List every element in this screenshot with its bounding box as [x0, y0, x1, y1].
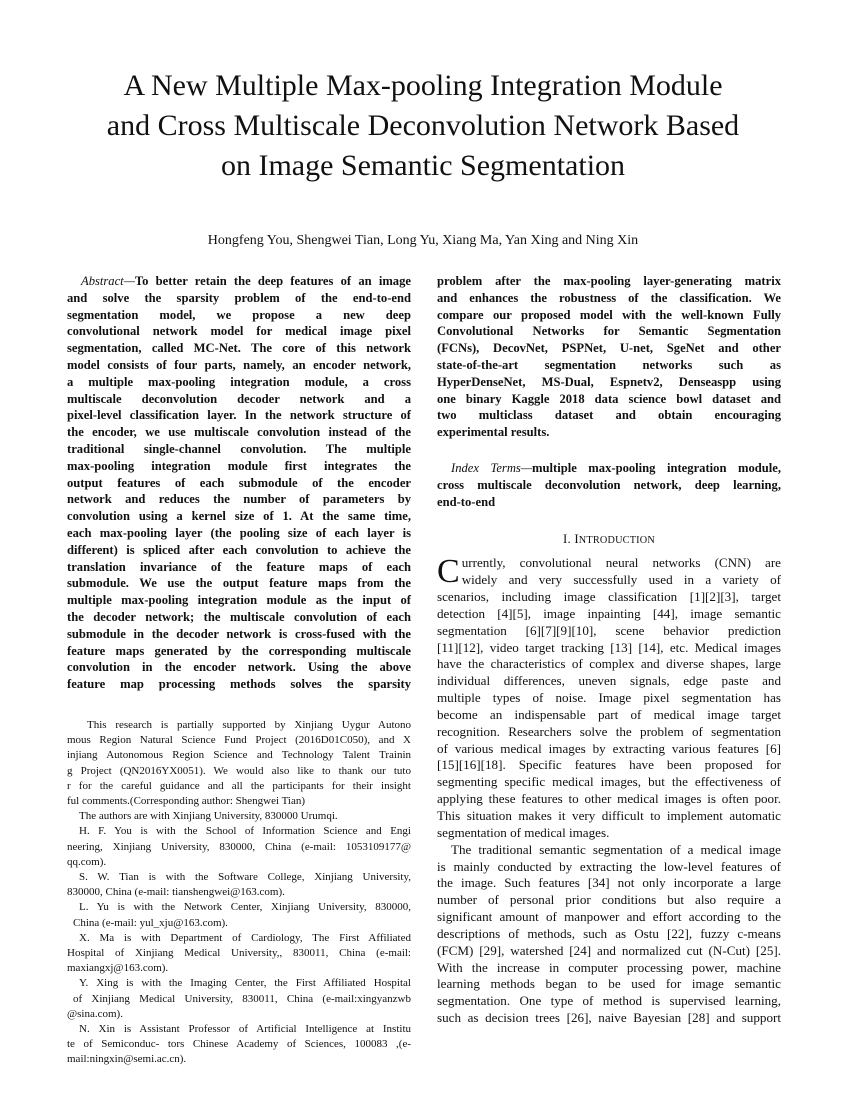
abstract-line: one binary Kaggle 2018 data science bowl dataset and: [437, 391, 781, 406]
footnote-line: mail:ningxin@semi.ac.cn).: [67, 1053, 187, 1066]
abstract-line: and solve the sparsity problem of the end-to-end: [67, 290, 411, 305]
footnote-line: China (e-mail: yul_xju@163.com).: [73, 916, 228, 929]
abstract-line: multiple max-pooling integration module as the input of: [67, 593, 411, 608]
intro-line: learning methods began to be used for image semantic: [437, 976, 781, 992]
abstract-line: different) is spliced after each convolution to achieve the: [67, 542, 411, 557]
intro-line: applying these features to other medical images is often poor.: [437, 791, 781, 807]
footnote-line: of Xinjiang Medical University, 830011, China (e-mail:xingyanzwb: [73, 992, 411, 1005]
intro-line: widely and very successfully used in a variety of: [461, 572, 781, 588]
abstract-line: pixel-level classification layer. In the network structure of: [67, 408, 411, 423]
footnote-line: te of Semiconduc- tors Chinese Academy of Sciences, 100083 ,(e-: [67, 1038, 411, 1051]
footnote-line: Y. Xing is with the Imaging Center, the First Affiliated Hospital: [79, 977, 411, 990]
intro-line: With the increase in computer processing power, machine: [437, 959, 781, 975]
footnote-line: This research is partially supported by Xinjiang Uygur Autono: [87, 719, 411, 731]
abstract-line: the encoder, we use multiscale convolution instead of the: [67, 425, 411, 440]
intro-line: multiple types of noise. Image pixel segmentation has: [437, 690, 781, 706]
section-heading-introduction: I. INTRODUCTION: [563, 532, 655, 547]
abstract-line: segmentation model, we propose a new deep: [67, 307, 411, 322]
footnote-line: g Project (QN2016YX0051). We would also like to thank our tuto: [67, 764, 411, 777]
abstract-label: Abstract: [81, 274, 124, 288]
abstract: [67, 273, 411, 693]
abstract-line: multiscale deconvolution decoder network and a: [67, 391, 411, 406]
intro-line: of various medical images by extracting various features [6]: [437, 740, 781, 756]
abstract-line: each max-pooling layer (the pooling size of each layer is: [67, 525, 411, 540]
abstract-line: compare our proposed model with the well-known Fully: [437, 307, 781, 322]
abstract-line: Convolutional Networks for Semantic Segmentation: [437, 324, 781, 339]
abstract-line: feature maps generated by the corresponding multiscale: [67, 643, 411, 658]
intro-line: recognition. Researchers solve the problem of segmentation: [437, 723, 781, 739]
footnote: [67, 718, 411, 1068]
paper-title: [40, 66, 806, 186]
intro-line: [15][16][18]. Specific features have been proposed for: [437, 757, 781, 773]
footnote-line: S. W. Tian is with the Software College, Xinjiang University,: [79, 871, 411, 884]
footnote-line: Hospital of Xinjiang Medical University,, 830011, China (e-mail:: [67, 947, 411, 960]
footnote-line: @sina.com).: [67, 1007, 123, 1020]
author-list: Hongfeng You, Shengwei Tian, Long Yu, Xiang Ma, Yan Xing and Ning Xin: [207, 233, 639, 248]
intro-line: have the characteristics of complex and diverse shapes, large: [437, 656, 781, 672]
intro-line: [11][12], video target tracking [13] [14], etc. Medical images: [437, 639, 781, 655]
intro-line: (FCM) [29], watershed [24] and normalized cut (N-Cut) [25].: [437, 942, 781, 958]
abstract-line: experimental results.: [437, 425, 550, 440]
intro-line: scenarios, including image classification [1][2][3], target: [437, 589, 781, 605]
footnote-line: X. Ma is with Department of Cardiology, The First Affiliated: [79, 931, 411, 944]
index-terms-line: Index Terms—multiple max-pooling integration module,: [451, 460, 781, 475]
abstract-line: two multiclass dataset and obtain encouraging: [437, 408, 781, 423]
abstract-line: network and reduces the number of parameters by: [67, 492, 411, 507]
abstract-line: output features of each submodule of the encoder: [67, 475, 411, 490]
intro-line: significant amount of manpower and effort according to the: [437, 909, 781, 925]
footnote-line: H. F. You is with the School of Information Science and Engi: [79, 825, 411, 838]
footnote-line: N. Xin is Assistant Professor of Artificial Intelligence at Institu: [79, 1023, 411, 1036]
footnote-line: neering, Xinjiang University, 830000, China (e-mail: 1053109177@: [67, 840, 411, 853]
footnote-line: r for the careful guidance and all the participants for their insight: [67, 779, 411, 792]
abstract-line: feature map processing methods solves the sparsity: [67, 677, 411, 692]
abstract-line: problem after the max-pooling layer-generating matrix: [437, 274, 781, 288]
intro-line: The traditional semantic segmentation of a medical image: [451, 841, 781, 857]
abstract-line: state-of-the-art segmentation networks such as: [437, 357, 781, 372]
title-line: on Image Semantic Segmentation: [220, 149, 626, 182]
index-terms-line: cross multiscale deconvolution network, deep learning,: [437, 477, 781, 492]
abstract-line: the decoder network; the multiscale convolution of each: [67, 609, 411, 624]
title-line: and Cross Multiscale Deconvolution Network Based: [106, 109, 740, 142]
abstract-line: model consists of four parts, namely, an encoder network,: [67, 357, 411, 372]
abstract-line: a multiple max-pooling integration module, a cross: [67, 374, 411, 389]
intro-line: number of personal prior conditions but also require a: [437, 892, 781, 908]
intro-line: descriptions of methods, such as Ostu [22], fuzzy c-means: [437, 925, 781, 941]
intro-line: segmentation [6][7][9][10], scene behavior prediction: [437, 622, 781, 638]
abstract-line: convolution in the encoder network. Using the above: [67, 660, 411, 675]
footnote-line: mous Region Natural Science Fund Project (2016D01C050), and X: [67, 734, 411, 747]
title-line: A New Multiple Max-pooling Integration Module: [123, 69, 723, 102]
intro-line: the image. Such features [34] not only incorporate a large: [437, 875, 781, 891]
intro-line: detection [4][5], image inpainting [44], image semantic: [437, 605, 781, 621]
footnote-line: injiang Autonomous Region Science and Technology Talent Trainin: [67, 749, 411, 762]
abstract-line: and enhances the robustness of the classification. We: [437, 290, 781, 305]
abstract-line: max-pooling integration module first integrates the: [67, 458, 411, 473]
index-terms-line: end-to-end: [437, 494, 496, 509]
drop-cap: C: [437, 553, 460, 591]
intro-line: become an indispensable part of medical image target: [437, 706, 781, 722]
footnote-line: maxiangxj@163.com).: [67, 962, 169, 975]
footnote-line: L. Yu is with the Network Center, Xinjiang University, 830000,: [79, 901, 411, 914]
abstract-line: traditional single-channel convolution. The multiple: [67, 441, 411, 456]
intro-line: segmenting specific medical images, but the effectiveness of: [437, 774, 781, 790]
introduction-body: [437, 555, 781, 1027]
intro-line: segmentation. One type of method is supervised learning,: [437, 993, 781, 1009]
abstract-line: convolution using a kernel size of 1. At the same time,: [67, 509, 411, 524]
intro-line: such as decision trees [26], naive Bayesian [28] and support: [437, 1010, 781, 1026]
abstract-line: HyperDenseNet, MS-Dual, Espnetv2, Denseaspp using: [437, 374, 781, 389]
intro-line: This situation makes it very difficult to implement automatic: [437, 808, 781, 824]
abstract-continued: [437, 273, 781, 441]
abstract-line: translation invariance of the feature maps of each: [67, 559, 411, 574]
footnote-line: qq.com).: [67, 855, 107, 868]
abstract-line: (FCNs), DecovNet, PSPNet, U-net, SgeNet and other: [437, 341, 781, 356]
right-column: [437, 273, 781, 1027]
footnote-line: The authors are with Xinjiang University, 830000 Urumqi.: [79, 810, 338, 823]
abstract-line: submodule in the decoder network is cross-fused with the: [67, 626, 411, 641]
footnote-line: 830000, China (e-mail: tianshengwei@163.com).: [67, 886, 285, 899]
intro-line: is mainly conducted by extracting the low-level features of: [437, 858, 781, 874]
intro-line: urrently, convolutional neural networks (CNN) are: [461, 555, 781, 571]
abstract-line: segmentation, called MC-Net. The core of this network: [67, 341, 411, 356]
abstract-line: convolutional network model for medical image pixel: [67, 324, 411, 339]
footnote-line: ful comments.(Corresponding author: Shengwei Tian): [67, 795, 306, 808]
abstract-line: submodule. We use the output feature maps from the: [67, 576, 411, 591]
intro-line: segmentation of medical images.: [437, 824, 610, 840]
index-terms-label: Index Terms: [451, 460, 521, 475]
intro-line: individual differences, uneven signals, edge paste and: [437, 673, 781, 689]
abstract-line: Abstract—To better retain the deep features of an image: [81, 274, 411, 288]
index-terms: [437, 460, 781, 510]
